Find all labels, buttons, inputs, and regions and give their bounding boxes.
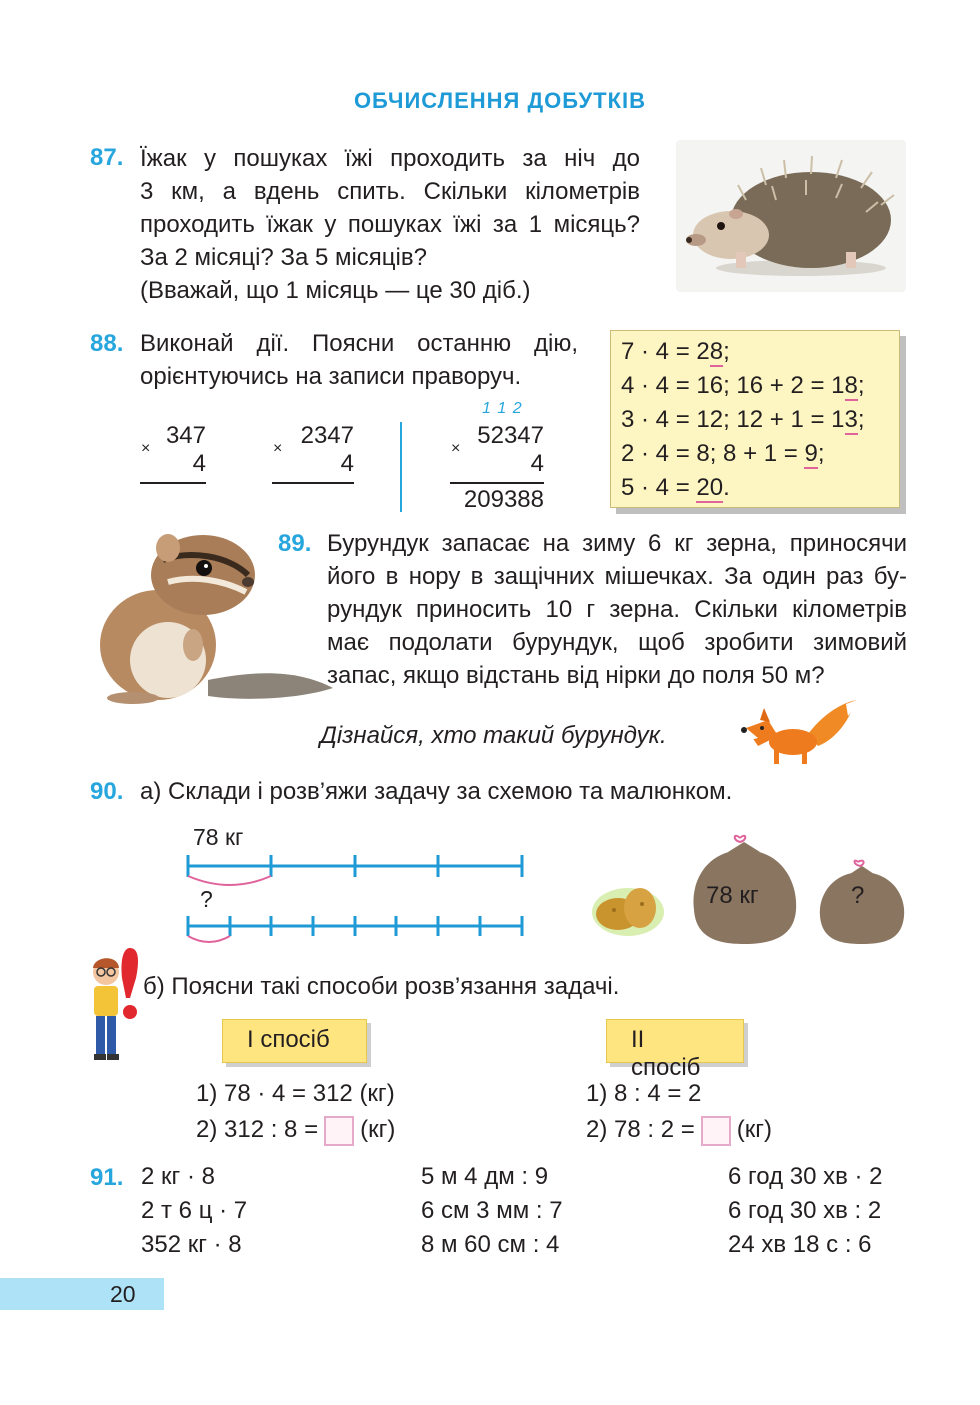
potatoes-image — [590, 880, 666, 938]
multiplicand: 347 — [165, 422, 206, 449]
task-88-text — [140, 327, 578, 393]
expression: 2 кг · 8 — [141, 1163, 215, 1190]
hint-line: 4 · 4 = 16; 16 + 2 = 18; — [621, 372, 865, 399]
expression: 6 год 30 хв : 2 — [728, 1197, 882, 1224]
expression: 24 хв 18 с : 6 — [728, 1231, 872, 1258]
task-91-column-2 — [421, 1160, 563, 1262]
expression: 6 см 3 мм : 7 — [421, 1197, 563, 1224]
task-90-number: 90. — [90, 778, 124, 805]
task-87-line: проходить їжак у пошуках їжі за 1 місяць? — [140, 211, 640, 238]
method-1-step-1: 1) 78 · 4 = 312 (кг) — [196, 1080, 395, 1107]
big-sack-label: 78 кг — [706, 882, 759, 909]
multiplicand: 2347 — [300, 422, 354, 449]
task-91-number: 91. — [90, 1164, 124, 1191]
task-87-line: 3 км, а вдень спить. Скільки кілометрів — [140, 178, 640, 205]
method-2-label: ІІ спосіб — [606, 1019, 744, 1063]
task-91-column-3 — [728, 1160, 883, 1262]
carry-digits: 1 1 2 — [482, 400, 523, 417]
task-89-text — [327, 527, 907, 692]
task-87-line: За 2 місяці? За 5 місяців? — [140, 244, 427, 271]
method-1-step-2: 2) 312 : 8 = (кг) — [196, 1113, 395, 1146]
answer-box[interactable] — [701, 1116, 731, 1146]
boy-icon — [86, 938, 146, 1066]
page-number: 20 — [0, 1278, 164, 1310]
task-89-line: Бурундук запасає на зиму 6 кг зерна, приносячи — [327, 530, 907, 557]
method-2-step-1: 1) 8 : 4 = 2 — [586, 1080, 702, 1107]
multiplication-2 — [272, 422, 354, 484]
small-sack-label: ? — [851, 882, 865, 909]
hint-panel — [610, 330, 900, 508]
expression: 5 м 4 дм : 9 — [421, 1163, 549, 1190]
segment-1-label: 78 кг — [193, 824, 244, 850]
expression: 352 кг · 8 — [141, 1231, 242, 1258]
segment-diagram — [180, 850, 530, 945]
task-89-line: рундук приносить 10 г зерна. Скільки кілометрів — [327, 596, 907, 623]
task-87-text — [140, 142, 640, 307]
method-2-step-2: 2) 78 : 2 = (кг) — [586, 1113, 772, 1146]
task-89-hint: Дізнайся, хто такий бурундук. — [320, 722, 667, 749]
segment-2-label: ? — [200, 886, 213, 912]
product: 209388 — [463, 486, 544, 513]
task-89-line: запас, якщо відстань від нірки до поля 50 м? — [327, 662, 825, 689]
task-90-a: а) Склади і розв’яжи задачу за схемою та малюнком. — [140, 778, 733, 805]
expression: 6 год 30 хв · 2 — [728, 1163, 883, 1190]
method-1-label: І спосіб — [222, 1019, 367, 1063]
fox-icon — [738, 698, 858, 772]
task-89-line: його в нору в защічних мішечках. За один раз бу- — [327, 563, 907, 590]
hint-line: 2 · 4 = 8; 8 + 1 = 9; — [621, 440, 825, 467]
task-89-number: 89. — [278, 530, 312, 557]
task-90-b: б) Поясни такі способи розв’язання задачі. — [143, 973, 620, 1000]
multiplier: 4 — [140, 450, 206, 484]
expression: 2 т 6 ц · 7 — [141, 1197, 248, 1224]
multiply-sign: × — [141, 440, 151, 457]
task-87-number: 87. — [90, 144, 124, 171]
multiplier: 4 — [450, 450, 544, 484]
divider-line — [400, 422, 402, 512]
task-88-line: Виконай дії. Поясни останню дію, — [140, 330, 578, 357]
multiplication-3 — [450, 422, 544, 514]
task-89-line: має подолати бурундук, щоб зробити зимовий — [327, 629, 907, 656]
page-title: ОБЧИСЛЕННЯ ДОБУТКІВ — [353, 88, 647, 113]
task-87-line: Їжак у пошуках їжі проходить за ніч до — [140, 145, 640, 172]
hint-line: 5 · 4 = 20. — [621, 474, 730, 501]
task-91-column-1 — [141, 1160, 247, 1262]
task-88-number: 88. — [90, 330, 124, 357]
answer-box[interactable] — [324, 1116, 354, 1146]
expression: 8 м 60 см : 4 — [421, 1231, 560, 1258]
multiply-sign: × — [273, 440, 283, 457]
multiply-sign: × — [451, 440, 461, 457]
multiplicand: 52347 — [477, 422, 544, 449]
task-87-line: (Вважай, що 1 місяць — це 30 діб.) — [140, 277, 531, 304]
hedgehog-image — [676, 140, 906, 292]
hint-line: 3 · 4 = 12; 12 + 1 = 13; — [621, 406, 865, 433]
hint-line: 7 · 4 = 28; — [621, 338, 730, 365]
task-88-line: орієнтуючись на записи праворуч. — [140, 363, 522, 390]
multiplier: 4 — [272, 450, 354, 484]
